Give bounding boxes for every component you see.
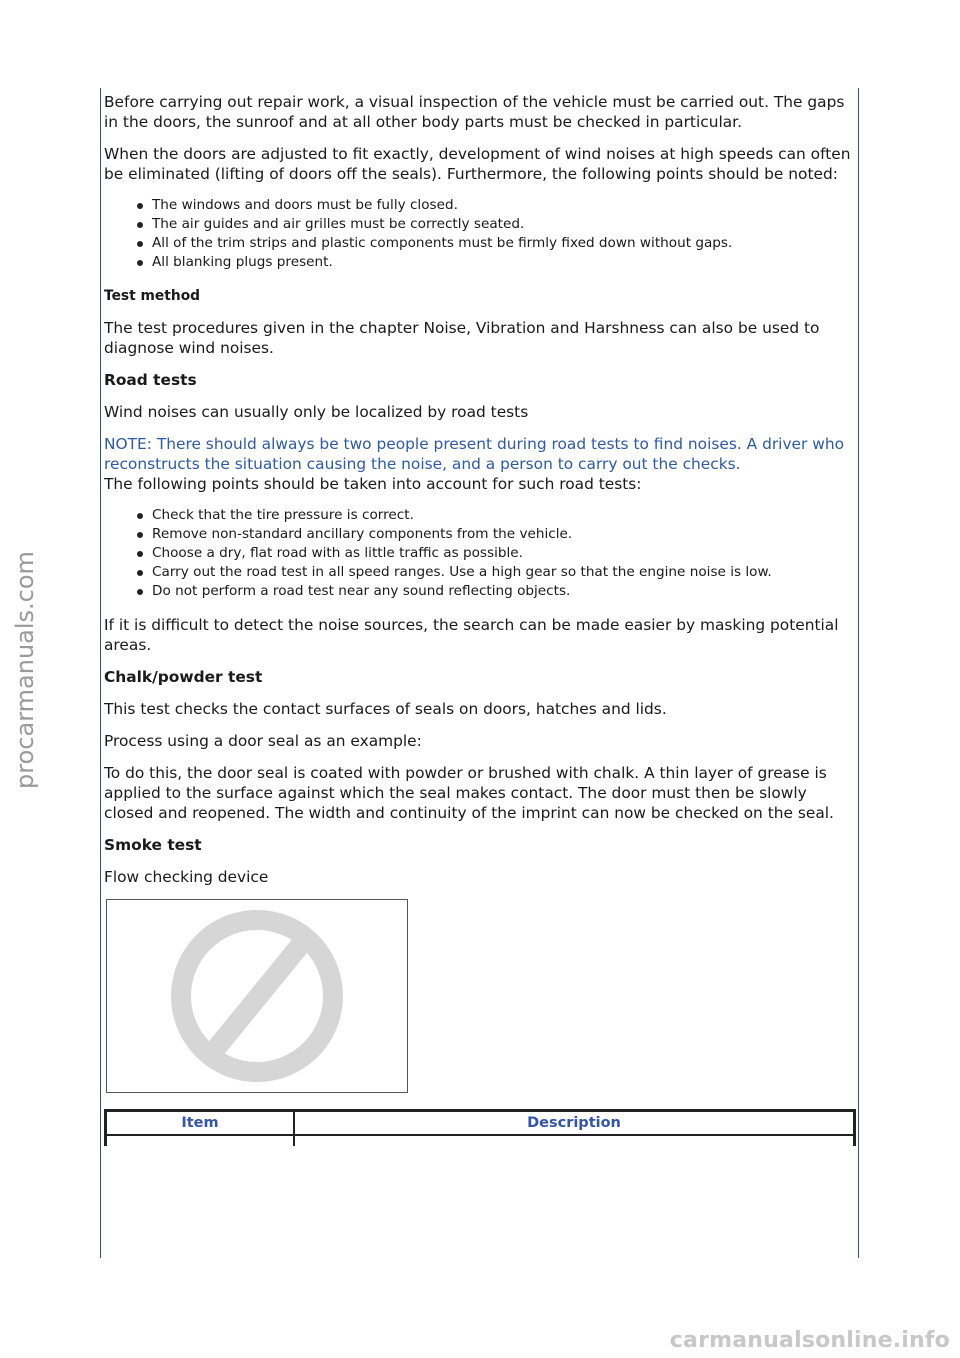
list-item: All blanking plugs present.: [152, 253, 856, 272]
bottom-watermark: carmanualsonline.info: [669, 1328, 950, 1353]
road-tests-closing: If it is difficult to detect the noise sources, the search can be made easier by masking potential areas.: [104, 616, 839, 654]
column-header-description: Description: [294, 1111, 855, 1136]
list-item: The air guides and air grilles must be correctly seated.: [152, 215, 856, 234]
list-item: Choose a dry, flat road with as little traffic as possible.: [152, 544, 856, 563]
list-item: All of the trim strips and plastic components must be firmly fixed down without gaps.: [152, 234, 856, 253]
chalk-test-paragraph-3: To do this, the door seal is coated with powder or brushed with chalk. A thin layer of grease is applied to the surface against which the seal makes contact. The door must then be slowly closed and reopened. The width and continuity of the imprint can now be checked on the seal.: [104, 764, 834, 822]
road-tests-checklist: [104, 506, 856, 601]
column-header-item: Item: [106, 1111, 295, 1136]
list-item: Remove non-standard ancillary components from the vehicle.: [152, 525, 856, 544]
side-watermark: procarmanuals.com: [11, 551, 40, 789]
chalk-test-paragraph-1: This test checks the contact surfaces of seals on doors, hatches and lids.: [104, 700, 667, 718]
road-tests-note: NOTE: There should always be two people present during road tests to find noises. A driver who reconstructs the situation causing the noise, and a person to carry out the checks.: [104, 435, 844, 473]
intro-paragraph-2: When the doors are adjusted to fit exactly, development of wind noises at high speeds can often be eliminated (lifting of doors off the seals). Furthermore, the following points should be noted:: [104, 145, 851, 183]
flow-checking-device-figure: [106, 899, 408, 1093]
table-row: [106, 1135, 855, 1146]
intro-checklist: [104, 196, 856, 272]
road-tests-heading: Road tests: [104, 371, 197, 389]
chalk-test-paragraph-2: Process using a door seal as an example:: [104, 732, 422, 750]
list-item: Do not perform a road test near any sound reflecting objects.: [152, 582, 856, 601]
smoke-test-heading: Smoke test: [104, 836, 202, 854]
test-method-heading: Test method: [104, 288, 201, 304]
list-item: Carry out the road test in all speed ranges. Use a high gear so that the engine noise is low.: [152, 563, 856, 582]
image-unavailable-icon: [162, 901, 352, 1091]
page-left-rule: [100, 88, 101, 1258]
intro-paragraph-1: Before carrying out repair work, a visual inspection of the vehicle must be carried out. The gaps in the doors, the sunroof and at all other body parts must be checked in particular.: [104, 93, 845, 131]
road-tests-after-note: The following points should be taken into account for such road tests:: [104, 475, 642, 493]
page-right-rule: [858, 88, 859, 1258]
list-item: Check that the tire pressure is correct.: [152, 506, 856, 525]
chalk-test-heading: Chalk/powder test: [104, 668, 263, 686]
road-tests-text: Wind noises can usually only be localized by road tests: [104, 403, 529, 421]
manual-content: [104, 92, 856, 1146]
test-method-text: The test procedures given in the chapter Noise, Vibration and Harshness can also be used to diagnose wind noises.: [104, 319, 820, 357]
smoke-test-text: Flow checking device: [104, 868, 269, 886]
item-description-table: [104, 1109, 856, 1146]
list-item: The windows and doors must be fully closed.: [152, 196, 856, 215]
